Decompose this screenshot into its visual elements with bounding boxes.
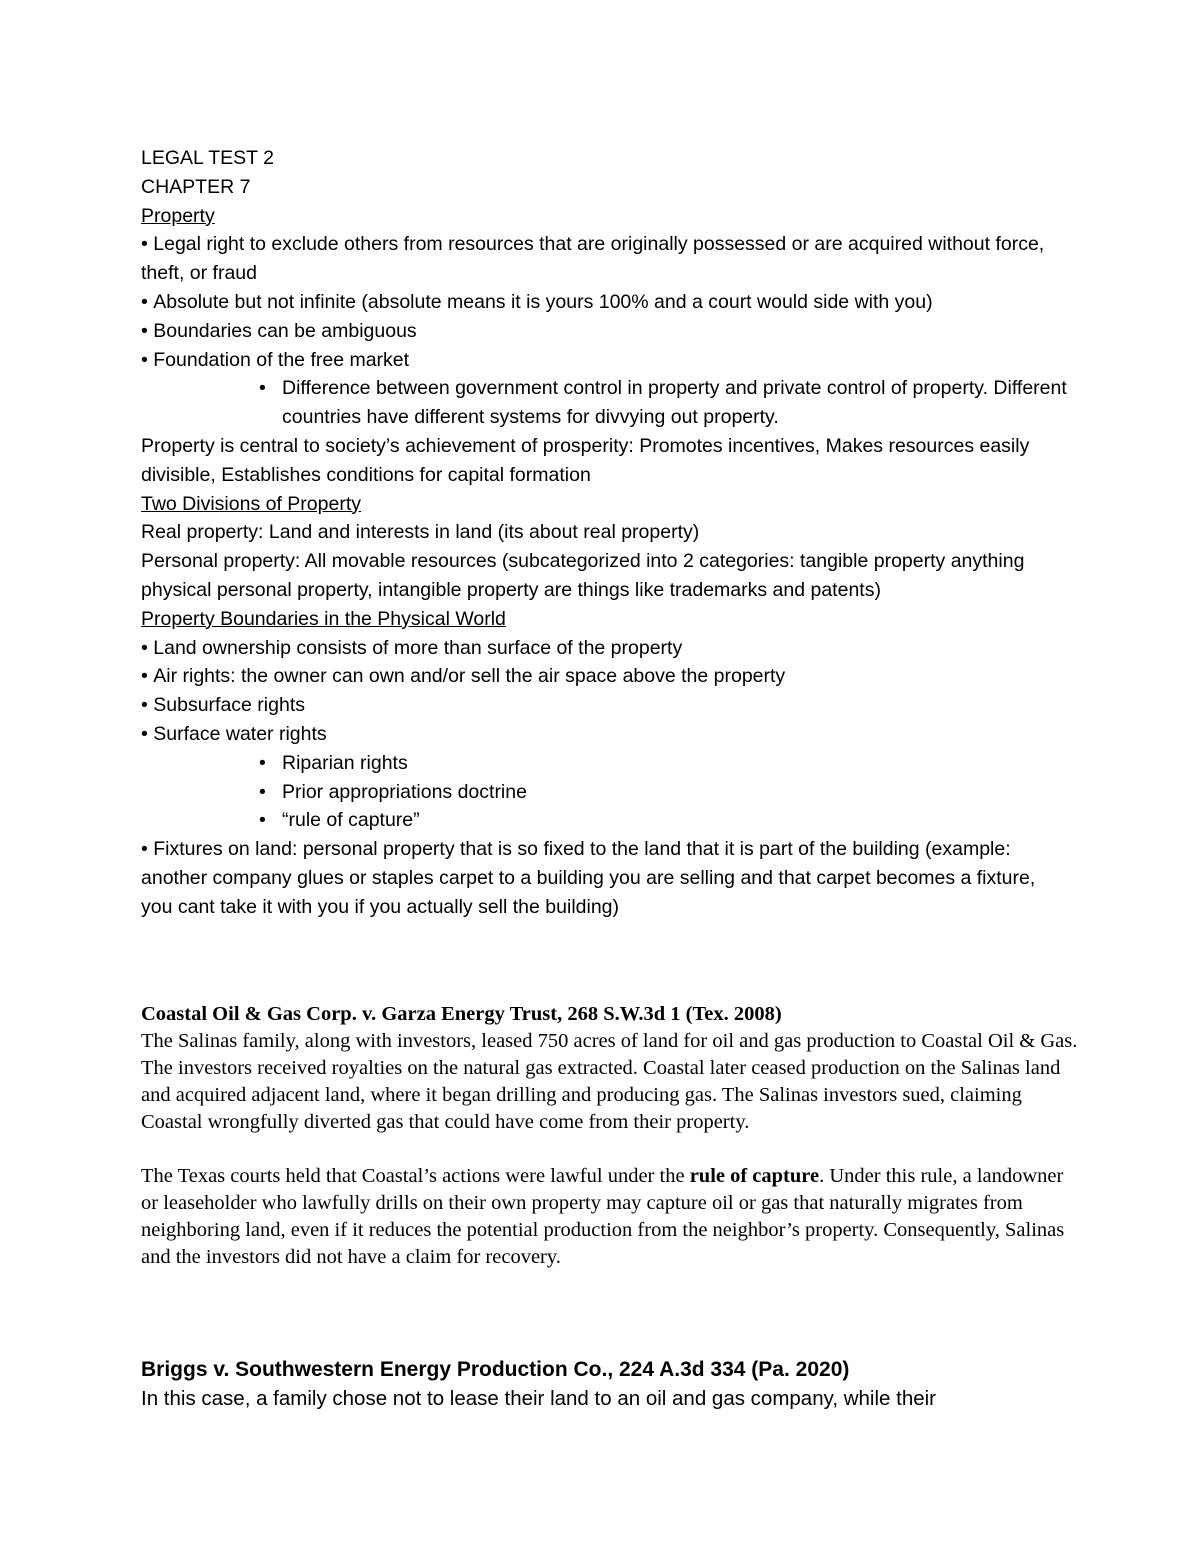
list-item: • Surface water rights: [141, 720, 1071, 749]
list-item: • Fixtures on land: personal property that is so fixed to the land that it is part of the building (example: another company glues or staples carpet to a building you are selling and that carpet becomes a fixture, you cant take it with you if you actually sell the building): [141, 835, 1071, 921]
case-paragraph: In this case, a family chose not to lease their land to an oil and gas company, while their: [141, 1387, 937, 1410]
property-heading: Property: [141, 204, 215, 227]
personal-property-text: Personal property: All movable resources (subcategorized into 2 categories: tangible property anything physical personal property, intangible property are things like trademarks and patents): [141, 550, 1025, 601]
case-briggs-section: [141, 1355, 1081, 1413]
case-paragraph-text: The Texas courts held that Coastal’s actions were lawful under the: [141, 1165, 690, 1187]
list-item: • Boundaries can be ambiguous: [141, 317, 1071, 346]
chapter-label: CHAPTER 7: [141, 175, 251, 198]
case-paragraph: [141, 1163, 1081, 1271]
list-item: • Legal right to exclude others from resources that are originally possessed or are acquired without force, theft, or fraud: [141, 230, 1071, 288]
sub-list-item: • “rule of capture”: [141, 806, 1071, 835]
sub-list-item: • Riparian rights: [141, 749, 1071, 778]
sub-list-item: • Prior appropriations doctrine: [141, 778, 1071, 807]
boundaries-heading: Property Boundaries in the Physical World: [141, 607, 506, 630]
list-item: • Absolute but not infinite (absolute means it is yours 100% and a court would side with you): [141, 288, 1071, 317]
list-item: • Air rights: the owner can own and/or sell the air space above the property: [141, 662, 1071, 691]
case-coastal-section: [141, 1001, 1081, 1271]
document-title: LEGAL TEST 2: [141, 147, 274, 169]
rule-of-capture-term: rule of capture: [689, 1165, 820, 1187]
sub-list-item: • Difference between government control in property and private control of property. Different countries have different systems for divvying out property.: [141, 374, 1071, 432]
case-title: Coastal Oil & Gas Corp. v. Garza Energy Trust, 268 S.W.3d 1 (Tex. 2008): [141, 1003, 782, 1025]
divisions-heading: Two Divisions of Property: [141, 492, 361, 515]
property-central-text: Property is central to society’s achievement of prosperity: Promotes incentives, Makes resources easily divisible, Establishes conditions for capital formation: [141, 434, 1030, 486]
case-title: Briggs v. Southwestern Energy Production Co., 224 A.3d 334 (Pa. 2020): [141, 1358, 850, 1381]
list-item: • Foundation of the free market: [141, 346, 1071, 375]
notes-section: [141, 144, 1071, 922]
case-paragraph: The Salinas family, along with investors, leased 750 acres of land for oil and gas production to Coastal Oil & Gas. The investors received royalties on the natural gas extracted. Coastal later ceased production on the Salinas land and acquired adjacent land, where it began drilling and producing gas. The Salinas investors sued, claiming Coastal wrongfully diverted gas that could have come from their property.: [141, 1030, 1078, 1133]
case-paragraph-text: . Under this rule, a landowner or leaseholder who lawfully drills on their own property may capture oil or gas that naturally migrates from neighboring land, even if it reduces the potential production from the neighbor’s property. Consequently, Salinas and the investors did not have a claim for recovery.: [141, 1165, 1065, 1268]
real-property-text: Real property: Land and interests in land (its about real property): [141, 521, 700, 544]
list-item: • Land ownership consists of more than surface of the property: [141, 634, 1071, 663]
list-item: • Subsurface rights: [141, 691, 1071, 720]
